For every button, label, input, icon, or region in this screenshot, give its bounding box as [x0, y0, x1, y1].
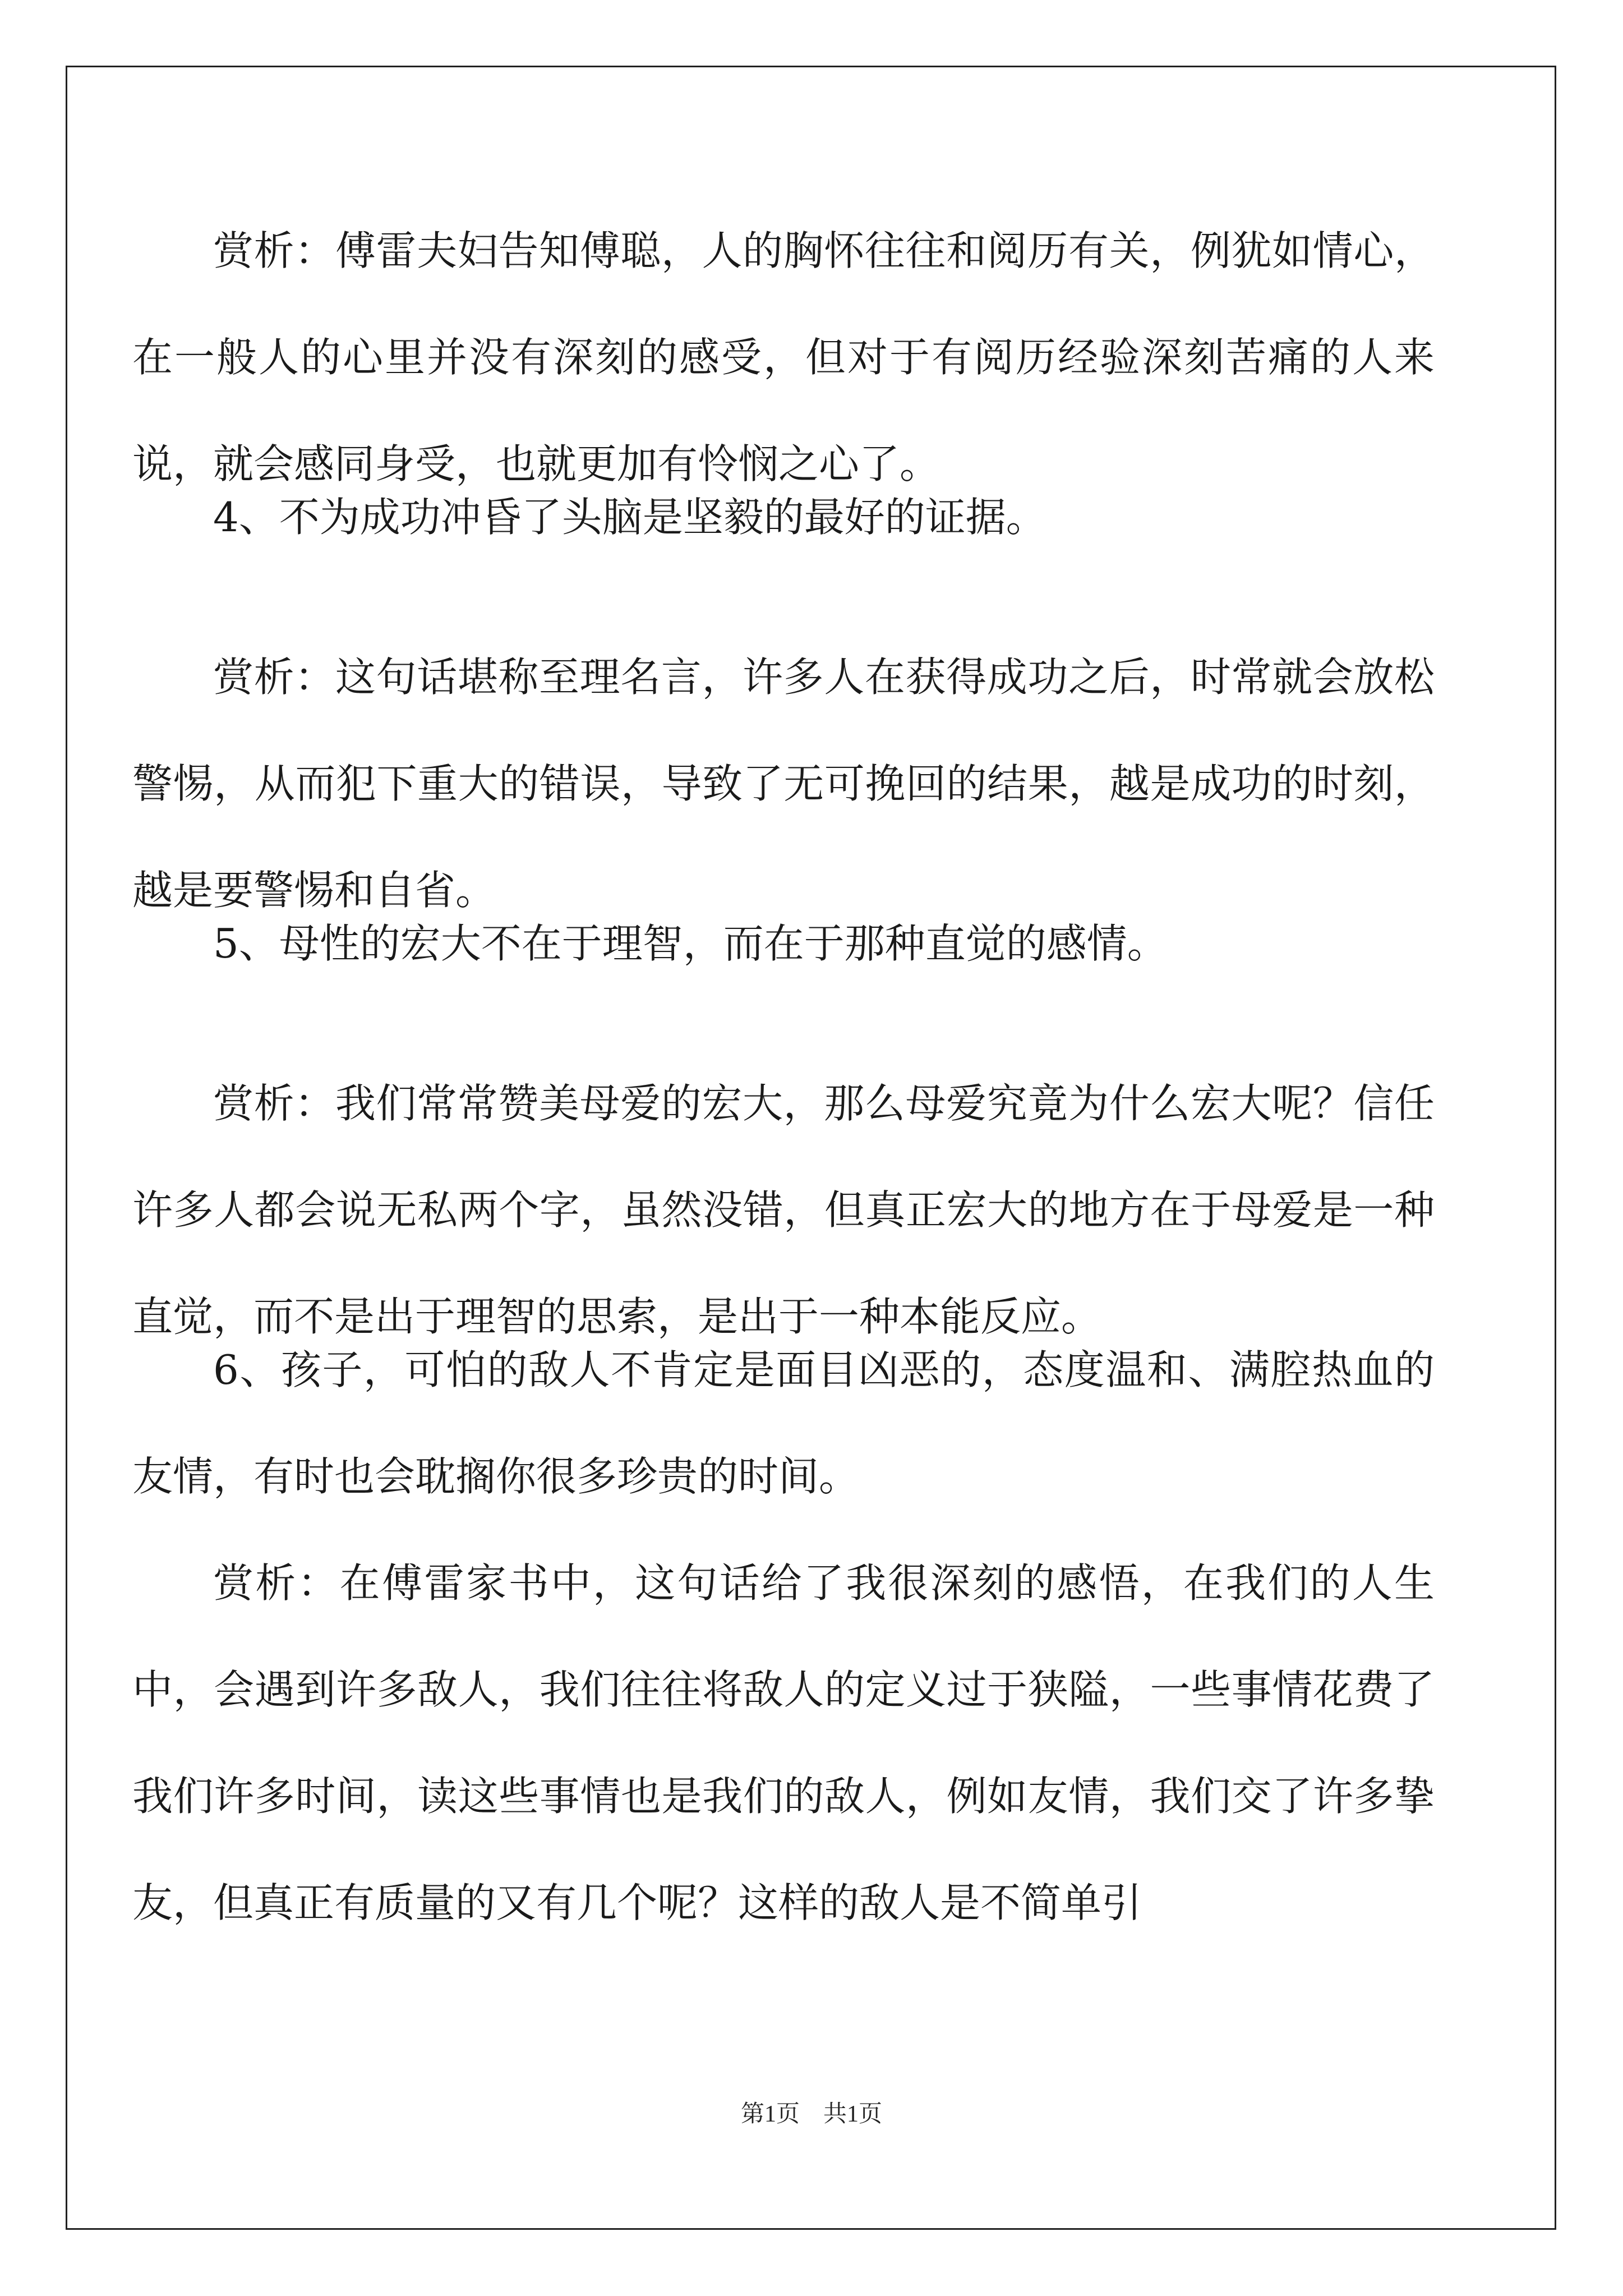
paragraph-3: 赏析：这句话堪称至理名言，许多人在获得成功之后，时常就会放松警惕，从而犯下重大的错误，导致了无可挽回的结果，越是成功的时刻，越是要警惕和自省。 — [132, 654, 1435, 914]
page-number: 第1页 共1页 — [740, 2101, 882, 2127]
paragraph-7: 赏析：在傅雷家书中，这句话给了我很深刻的感悟，在我们的人生中，会遇到许多敌人，我们往往将敌人的定义过于狭隘，一些事情花费了我们许多时间，读这些事情也是我们的敌人，例如友情，我们交了许多挚友，但真正有质量的又有几个呢？这样的敌人是不简单引 — [132, 1559, 1435, 1926]
paragraph-6: 6、孩子，可怕的敌人不肯定是面目凶恶的，态度温和、满腔热血的友情，有时也会耽搁你很多珍贵的时间。 — [132, 1346, 1435, 1500]
paragraph-4: 5、母性的宏大不在于理智，而在于那种直觉的感情。 — [213, 920, 1168, 967]
paragraph-5: 赏析：我们常常赞美母爱的宏大，那么母爱究竟为什么宏大呢？信任许多人都会说无私两个字，虽然没错，但真正宏大的地方在于母爱是一种直觉，而不是出于理智的思索，是出于一种本能反应。 — [132, 1080, 1435, 1340]
paragraph-2: 4、不为成功冲昏了头脑是坚毅的最好的证据。 — [213, 494, 1046, 541]
paragraph-1: 赏析：傅雷夫妇告知傅聪，人的胸怀往往和阅历有关，例犹如情心，在一般人的心里并没有深刻的感受，但对于有阅历经验深刻苦痛的人来说，就会感同身受，也就更加有怜悯之心了。 — [132, 227, 1435, 487]
